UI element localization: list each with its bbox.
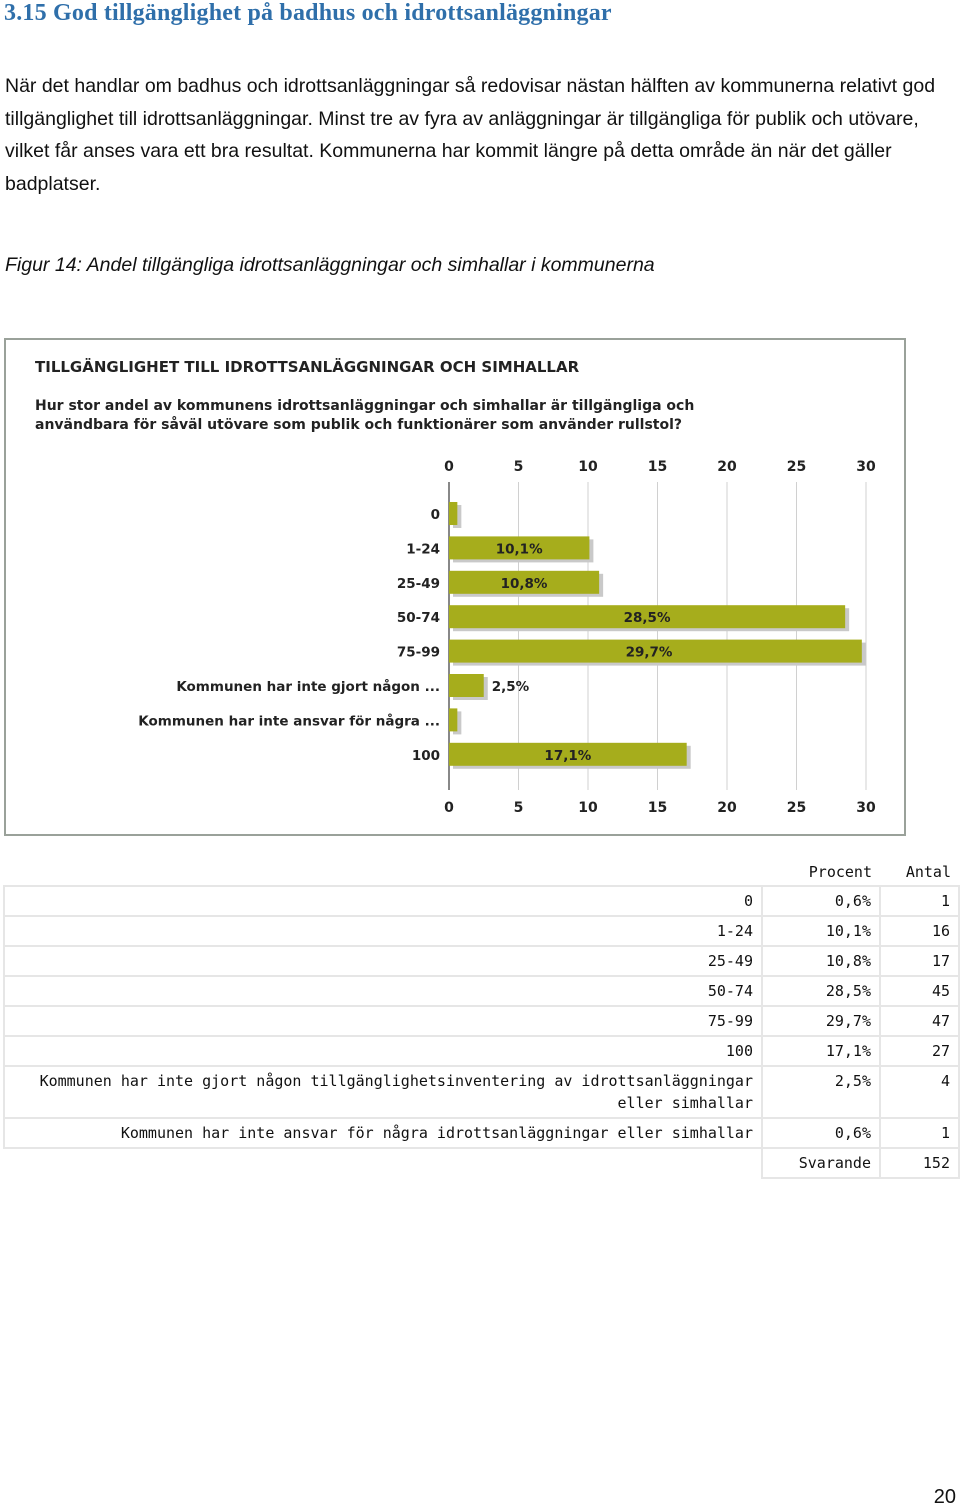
table-cell-percent: 29,7% xyxy=(762,1006,880,1036)
table-row xyxy=(4,1066,959,1118)
bar xyxy=(449,502,457,525)
table-row xyxy=(4,976,959,1006)
x-tick-label-top: 30 xyxy=(856,459,876,475)
chart-subtitle-line: Hur stor andel av kommunens idrottsanläggningar och simhallar är tillgängliga och xyxy=(35,398,695,414)
data-label: 17,1% xyxy=(544,747,592,764)
x-tick-label-bottom: 20 xyxy=(717,800,737,816)
table-cell-count: 1 xyxy=(880,886,959,916)
table-header-count: Antal xyxy=(905,863,951,881)
table-cell-label: Kommunen har inte gjort någon tillgänglighetsinventering av idrottsanläggningar eller simhallar xyxy=(4,1066,762,1118)
table-row xyxy=(4,1006,959,1036)
table-row xyxy=(4,886,959,916)
table-cell-count: 1 xyxy=(880,1118,959,1148)
table-header-percent: Procent xyxy=(808,863,872,881)
category-label: 50-74 xyxy=(396,610,440,627)
category-label: 100 xyxy=(411,747,440,764)
table-cell-count: 27 xyxy=(880,1036,959,1066)
x-tick-label-bottom: 10 xyxy=(578,800,598,816)
table-cell-percent: 28,5% xyxy=(762,976,880,1006)
category-label: Kommunen har inte ansvar för några ... xyxy=(138,713,440,730)
x-tick-label-top: 15 xyxy=(647,459,668,475)
intro-paragraph: När det handlar om badhus och idrottsanläggningar så redovisar nästan hälften av kommunerna relativt god tillgänglighet till idrottsanläggningar. Minst tre av fyra av anläggningar är tillgängliga för publik och utövare, vilket får anses vara ett bra resultat. Kommunerna har kommit längre på detta område än när det gäller badplatser. xyxy=(5,75,936,195)
data-label: 2,5% xyxy=(491,679,530,695)
bar-chart xyxy=(6,340,904,834)
figure-caption: Figur 14: Andel tillgängliga idrottsanläggningar och simhallar i kommunerna xyxy=(5,254,655,276)
x-tick-label-top: 20 xyxy=(717,459,737,475)
x-tick-label-top: 25 xyxy=(786,459,807,475)
chart-subtitle-line: användbara för såväl utövare som publik och funktionärer som använder rullstol? xyxy=(35,417,683,433)
bar xyxy=(449,708,457,731)
table-cell-count: 4 xyxy=(880,1066,959,1118)
table-cell-count: 45 xyxy=(880,976,959,1006)
category-label: 75-99 xyxy=(396,644,440,661)
page-number: 20 xyxy=(933,1486,956,1508)
x-tick-label-bottom: 0 xyxy=(444,800,454,816)
x-tick-label-top: 0 xyxy=(444,459,454,475)
x-tick-label-top: 10 xyxy=(578,459,598,475)
table-header-label xyxy=(4,857,762,886)
table-cell-count: 47 xyxy=(880,1006,959,1036)
table-row xyxy=(4,1118,959,1148)
table-total-spacer xyxy=(4,1148,762,1178)
category-label: 1-24 xyxy=(406,541,440,558)
table-cell-count: 16 xyxy=(880,916,959,946)
section-heading: 3.15 God tillgänglighet på badhus och idrottsanläggningar xyxy=(4,0,612,26)
table-cell-percent: 10,8% xyxy=(762,946,880,976)
table-cell-label: Kommunen har inte ansvar för några idrottsanläggningar eller simhallar xyxy=(4,1118,762,1148)
table-total-row xyxy=(4,1148,959,1178)
results-table xyxy=(3,857,960,1179)
table-cell-label: 25-49 xyxy=(4,946,762,976)
data-label: 10,8% xyxy=(500,575,548,592)
table-header-row xyxy=(4,857,959,886)
table-cell-count: 17 xyxy=(880,946,959,976)
table-row xyxy=(4,916,959,946)
data-label: 28,5% xyxy=(623,610,671,627)
x-tick-label-bottom: 25 xyxy=(786,800,807,816)
table-cell-percent: 17,1% xyxy=(762,1036,880,1066)
data-label: 29,7% xyxy=(625,644,673,661)
table-row xyxy=(4,1036,959,1066)
table-cell-label: 1-24 xyxy=(4,916,762,946)
x-tick-label-bottom: 15 xyxy=(647,800,668,816)
table-total-label: Svarande xyxy=(762,1148,880,1178)
table-cell-percent: 2,5% xyxy=(762,1066,880,1118)
table-cell-label: 100 xyxy=(4,1036,762,1066)
table-cell-percent: 0,6% xyxy=(762,886,880,916)
table-total-value: 152 xyxy=(880,1148,959,1178)
x-tick-label-bottom: 30 xyxy=(856,800,876,816)
x-tick-label-top: 5 xyxy=(513,459,524,475)
table-row xyxy=(4,946,959,976)
category-label: Kommunen har inte gjort någon ... xyxy=(176,679,440,695)
chart-title: TILLGÄNGLIGHET TILL IDROTTSANLÄGGNINGAR OCH SIMHALLAR xyxy=(35,358,580,376)
data-label: 10,1% xyxy=(495,541,543,558)
chart-frame xyxy=(4,338,906,836)
table-cell-percent: 10,1% xyxy=(762,916,880,946)
table-cell-label: 75-99 xyxy=(4,1006,762,1036)
category-label: 0 xyxy=(430,507,440,523)
table-cell-percent: 0,6% xyxy=(762,1118,880,1148)
bar xyxy=(449,674,484,697)
table-cell-label: 0 xyxy=(4,886,762,916)
x-tick-label-bottom: 5 xyxy=(513,800,524,816)
category-label: 25-49 xyxy=(396,575,440,592)
table-cell-label: 50-74 xyxy=(4,976,762,1006)
